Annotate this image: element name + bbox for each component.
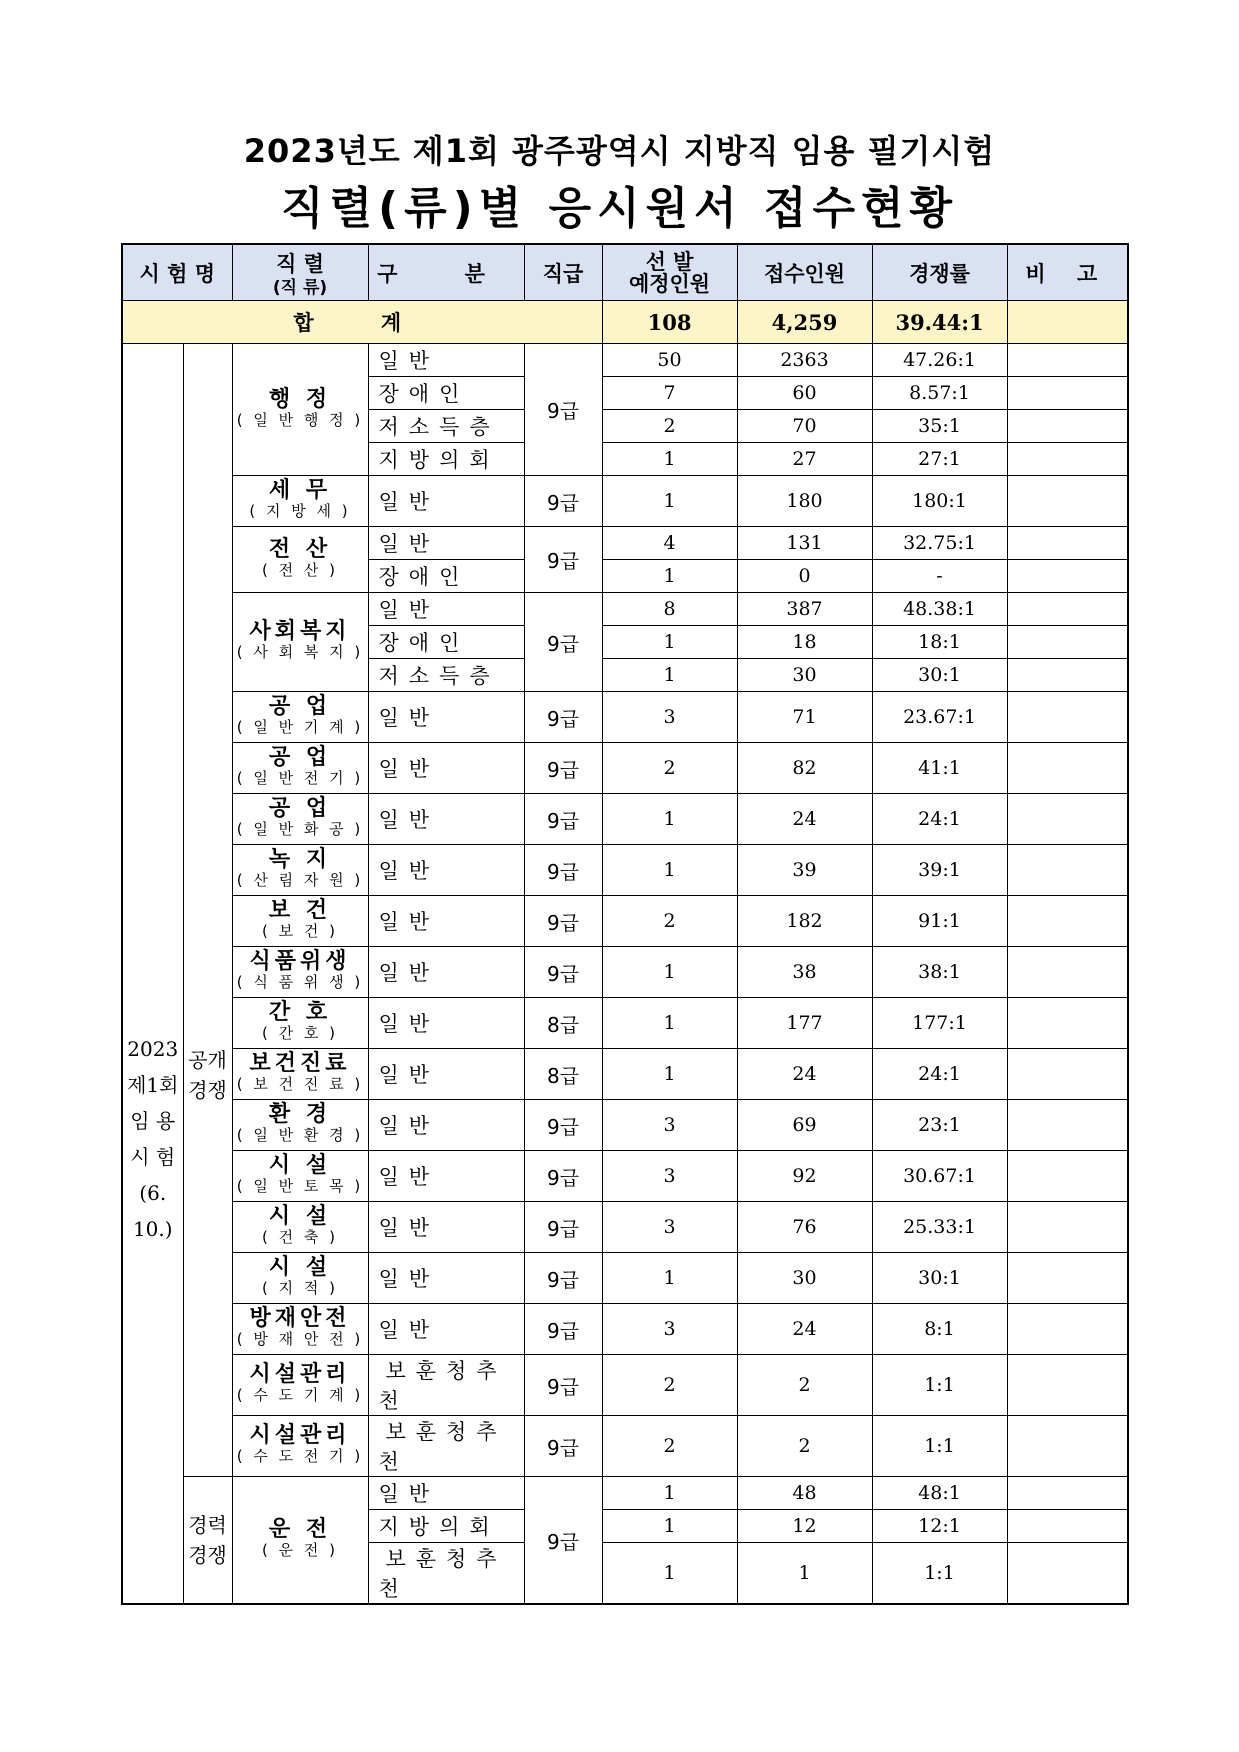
note-cell <box>1007 1049 1128 1100</box>
grade-cell: 9급 <box>524 1304 602 1355</box>
table-row <box>122 794 1128 845</box>
table-row <box>122 692 1128 743</box>
planned-cell: 1 <box>602 560 737 593</box>
note-cell <box>1007 1416 1128 1477</box>
series-sub: ( 일 반 기 계 ) <box>236 718 364 736</box>
career-competition-line: 경력 <box>188 1513 227 1537</box>
applicants-cell: 12 <box>737 1510 872 1543</box>
grade-cell: 9급 <box>524 692 602 743</box>
total-label: 합 계 <box>122 301 602 344</box>
note-cell <box>1007 1510 1128 1543</box>
application-status-table <box>121 243 1129 1605</box>
note-cell <box>1007 1100 1128 1151</box>
table-row <box>122 1477 1128 1510</box>
header-exam: 시 험 명 <box>122 244 232 301</box>
category-cell: 일반 <box>368 1477 524 1510</box>
category-cell: 일반 <box>368 896 524 947</box>
exam-name-line: 2023 <box>127 1036 179 1061</box>
series-name: 시설관리 <box>249 1362 351 1387</box>
table-row <box>122 998 1128 1049</box>
note-cell <box>1007 1253 1128 1304</box>
ratio-cell: 30:1 <box>872 1253 1007 1304</box>
table-row <box>122 1355 1128 1416</box>
note-cell <box>1007 947 1128 998</box>
open-competition-line: 경쟁 <box>188 1078 227 1102</box>
series-name: 공 업 <box>268 694 332 719</box>
category-cell: 보훈청추천 <box>368 1355 524 1416</box>
series-cell <box>232 1202 368 1253</box>
grade-cell: 9급 <box>524 845 602 896</box>
series-cell <box>232 743 368 794</box>
table-row <box>122 845 1128 896</box>
series-cell <box>232 845 368 896</box>
category-cell: 일반 <box>368 593 524 626</box>
series-name: 운 전 <box>268 1517 332 1542</box>
grade-cell: 8급 <box>524 1049 602 1100</box>
applicants-cell: 24 <box>737 1304 872 1355</box>
ratio-cell: 27:1 <box>872 443 1007 476</box>
planned-cell: 1 <box>602 659 737 692</box>
table-row <box>122 527 1128 560</box>
ratio-cell: 32.75:1 <box>872 527 1007 560</box>
ratio-cell: 180:1 <box>872 476 1007 527</box>
grade-cell: 9급 <box>524 1151 602 1202</box>
planned-cell: 3 <box>602 692 737 743</box>
series-sub: ( 수 도 전 기 ) <box>236 1447 364 1465</box>
ratio-cell: 41:1 <box>872 743 1007 794</box>
ratio-cell: 23:1 <box>872 1100 1007 1151</box>
applicants-cell: 387 <box>737 593 872 626</box>
series-name: 시 설 <box>268 1255 332 1280</box>
table-row <box>122 593 1128 626</box>
applicants-cell: 0 <box>737 560 872 593</box>
category-cell: 일반 <box>368 527 524 560</box>
applicants-cell: 30 <box>737 1253 872 1304</box>
grade-cell: 9급 <box>524 1100 602 1151</box>
applicants-cell: 69 <box>737 1100 872 1151</box>
exam-name-cell <box>122 344 183 1605</box>
exam-name-line: 제1회 <box>127 1072 179 1097</box>
note-cell <box>1007 1202 1128 1253</box>
series-sub: ( 일 반 환 경 ) <box>236 1126 364 1144</box>
planned-cell: 1 <box>602 476 737 527</box>
note-cell <box>1007 794 1128 845</box>
series-sub: ( 운 전 ) <box>262 1541 339 1559</box>
grade-cell: 9급 <box>524 794 602 845</box>
note-cell <box>1007 1355 1128 1416</box>
series-cell <box>232 692 368 743</box>
series-cell <box>232 1100 368 1151</box>
applicants-cell: 2 <box>737 1355 872 1416</box>
planned-cell: 1 <box>602 947 737 998</box>
series-sub: ( 사 회 복 지 ) <box>236 643 364 661</box>
note-cell <box>1007 1543 1128 1605</box>
series-name: 녹 지 <box>268 847 332 872</box>
series-name: 전 산 <box>268 536 332 562</box>
applicants-cell: 30 <box>737 659 872 692</box>
grade-cell: 9급 <box>524 947 602 998</box>
total-ratio: 39.44:1 <box>872 301 1007 344</box>
header-ratio: 경쟁률 <box>872 244 1007 301</box>
header-series-sub: (직 류) <box>272 277 328 298</box>
applicants-cell: 177 <box>737 998 872 1049</box>
series-cell <box>232 947 368 998</box>
career-competition-line: 경쟁 <box>188 1543 227 1567</box>
table-row <box>122 1151 1128 1202</box>
applicants-cell: 2 <box>737 1416 872 1477</box>
note-cell <box>1007 344 1128 377</box>
planned-cell: 4 <box>602 527 737 560</box>
ratio-cell: 30.67:1 <box>872 1151 1007 1202</box>
note-cell <box>1007 743 1128 794</box>
series-sub: ( 방 재 안 전 ) <box>236 1330 364 1348</box>
series-cell <box>232 1416 368 1477</box>
ratio-cell: 39:1 <box>872 845 1007 896</box>
category-cell: 일반 <box>368 1253 524 1304</box>
table-row <box>122 1049 1128 1100</box>
ratio-cell: 8:1 <box>872 1304 1007 1355</box>
applicants-cell: 182 <box>737 896 872 947</box>
ratio-cell: 23.67:1 <box>872 692 1007 743</box>
table-row <box>122 1416 1128 1477</box>
series-cell <box>232 896 368 947</box>
series-cell <box>232 344 368 476</box>
category-cell: 일반 <box>368 692 524 743</box>
planned-cell: 3 <box>602 1202 737 1253</box>
series-sub: ( 지 방 세 ) <box>249 502 351 520</box>
series-sub: ( 수 도 기 계 ) <box>236 1386 364 1404</box>
category-cell: 저소득층 <box>368 410 524 443</box>
grade-cell: 9급 <box>524 1416 602 1477</box>
applicants-cell: 60 <box>737 377 872 410</box>
note-cell <box>1007 626 1128 659</box>
planned-cell: 3 <box>602 1100 737 1151</box>
category-cell: 보훈청추천 <box>368 1416 524 1477</box>
note-cell <box>1007 692 1128 743</box>
exam-name-line: 임 용 <box>130 1108 176 1133</box>
header-category: 구 분 <box>368 244 524 301</box>
series-cell <box>232 1049 368 1100</box>
ratio-cell: 1:1 <box>872 1416 1007 1477</box>
category-cell: 일반 <box>368 947 524 998</box>
category-cell: 일반 <box>368 1100 524 1151</box>
ratio-cell: 35:1 <box>872 410 1007 443</box>
category-cell: 일반 <box>368 1304 524 1355</box>
grade-cell: 9급 <box>524 527 602 593</box>
note-cell <box>1007 845 1128 896</box>
ratio-cell: 18:1 <box>872 626 1007 659</box>
series-cell <box>232 527 368 593</box>
category-cell: 일반 <box>368 998 524 1049</box>
planned-cell: 1 <box>602 1253 737 1304</box>
planned-cell: 1 <box>602 1049 737 1100</box>
header-planned <box>602 244 737 301</box>
total-applicants: 4,259 <box>737 301 872 344</box>
planned-cell: 1 <box>602 443 737 476</box>
series-name: 보 건 <box>268 898 332 923</box>
series-sub: ( 일 반 토 목 ) <box>236 1177 364 1195</box>
table-row <box>122 1304 1128 1355</box>
ratio-cell: 1:1 <box>872 1355 1007 1416</box>
series-name: 환 경 <box>268 1102 332 1127</box>
applicants-cell: 71 <box>737 692 872 743</box>
planned-cell: 3 <box>602 1304 737 1355</box>
category-cell: 일반 <box>368 743 524 794</box>
open-competition-cell <box>183 344 232 1477</box>
series-cell <box>232 476 368 527</box>
applicants-cell: 24 <box>737 794 872 845</box>
category-cell: 일반 <box>368 1202 524 1253</box>
table-row <box>122 344 1128 377</box>
series-cell <box>232 1355 368 1416</box>
planned-cell: 1 <box>602 1510 737 1543</box>
table-row <box>122 1100 1128 1151</box>
ratio-cell: 48:1 <box>872 1477 1007 1510</box>
applicants-cell: 180 <box>737 476 872 527</box>
applicants-cell: 76 <box>737 1202 872 1253</box>
header-row <box>122 244 1128 301</box>
series-sub: ( 일 반 화 공 ) <box>236 820 364 838</box>
grade-cell: 9급 <box>524 896 602 947</box>
ratio-cell: 38:1 <box>872 947 1007 998</box>
ratio-cell: 177:1 <box>872 998 1007 1049</box>
category-cell: 장애인 <box>368 560 524 593</box>
total-note <box>1007 301 1128 344</box>
series-name: 시 설 <box>268 1204 332 1229</box>
grade-cell: 8급 <box>524 998 602 1049</box>
planned-cell: 1 <box>602 1477 737 1510</box>
series-sub: ( 건 축 ) <box>262 1228 339 1246</box>
planned-cell: 50 <box>602 344 737 377</box>
ratio-cell: 1:1 <box>872 1543 1007 1605</box>
series-name: 공 업 <box>268 745 332 770</box>
applicants-cell: 24 <box>737 1049 872 1100</box>
series-cell <box>232 1477 368 1605</box>
series-name: 공 업 <box>268 796 332 821</box>
category-cell: 장애인 <box>368 626 524 659</box>
note-cell <box>1007 377 1128 410</box>
series-cell <box>232 1304 368 1355</box>
header-applicants: 접수인원 <box>737 244 872 301</box>
category-cell: 보훈청추천 <box>368 1543 524 1605</box>
career-competition-cell <box>183 1477 232 1605</box>
grade-cell: 9급 <box>524 476 602 527</box>
table-row <box>122 947 1128 998</box>
series-name: 방재안전 <box>249 1306 351 1331</box>
grade-cell: 9급 <box>524 344 602 476</box>
note-cell <box>1007 527 1128 560</box>
header-series-main: 직 렬 <box>276 251 324 276</box>
planned-cell: 1 <box>602 845 737 896</box>
series-cell <box>232 1253 368 1304</box>
grade-cell: 9급 <box>524 1202 602 1253</box>
table-row <box>122 896 1128 947</box>
applicants-cell: 48 <box>737 1477 872 1510</box>
ratio-cell: 12:1 <box>872 1510 1007 1543</box>
planned-cell: 1 <box>602 626 737 659</box>
category-cell: 일반 <box>368 1151 524 1202</box>
note-cell <box>1007 410 1128 443</box>
ratio-cell: 25.33:1 <box>872 1202 1007 1253</box>
series-cell <box>232 1151 368 1202</box>
table-row <box>122 1253 1128 1304</box>
series-sub: ( 산 림 자 원 ) <box>236 871 364 889</box>
planned-cell: 2 <box>602 1416 737 1477</box>
note-cell <box>1007 560 1128 593</box>
title-line2: 직렬(류)별 응시원서 접수현황 <box>281 183 958 234</box>
series-name: 시설관리 <box>249 1423 351 1448</box>
series-name: 행 정 <box>268 386 332 412</box>
category-cell: 일반 <box>368 344 524 377</box>
open-competition-line: 공개 <box>188 1048 227 1072</box>
grade-cell: 9급 <box>524 1253 602 1304</box>
series-name: 보건진료 <box>249 1051 351 1076</box>
planned-cell: 2 <box>602 410 737 443</box>
planned-cell: 3 <box>602 1151 737 1202</box>
title-line1: 2023년도 제1회 광주광역시 지방직 임용 필기시험 <box>243 132 996 170</box>
applicants-cell: 70 <box>737 410 872 443</box>
header-planned-bottom: 예정인원 <box>628 271 711 296</box>
planned-cell: 2 <box>602 743 737 794</box>
applicants-cell: 82 <box>737 743 872 794</box>
series-sub: ( 전 산 ) <box>262 560 339 579</box>
series-sub: ( 일 반 행 정 ) <box>236 410 364 429</box>
series-cell <box>232 794 368 845</box>
applicants-cell: 92 <box>737 1151 872 1202</box>
planned-cell: 1 <box>602 998 737 1049</box>
note-cell <box>1007 1304 1128 1355</box>
ratio-cell: 48.38:1 <box>872 593 1007 626</box>
planned-cell: 7 <box>602 377 737 410</box>
planned-cell: 1 <box>602 794 737 845</box>
category-cell: 지방의회 <box>368 1510 524 1543</box>
series-cell <box>232 593 368 692</box>
note-cell <box>1007 1477 1128 1510</box>
note-cell <box>1007 998 1128 1049</box>
category-cell: 일반 <box>368 1049 524 1100</box>
category-cell: 장애인 <box>368 377 524 410</box>
grade-cell: 9급 <box>524 593 602 692</box>
total-planned: 108 <box>602 301 737 344</box>
note-cell <box>1007 443 1128 476</box>
series-cell <box>232 998 368 1049</box>
ratio-cell: 24:1 <box>872 1049 1007 1100</box>
applicants-cell: 131 <box>737 527 872 560</box>
series-name: 세 무 <box>268 478 332 503</box>
applicants-cell: 18 <box>737 626 872 659</box>
ratio-cell: 30:1 <box>872 659 1007 692</box>
total-row <box>122 301 1128 344</box>
category-cell: 저소득층 <box>368 659 524 692</box>
series-sub: ( 보 건 진 료 ) <box>236 1075 364 1093</box>
exam-name-line: (6. 10.) <box>132 1180 173 1241</box>
applicants-cell: 38 <box>737 947 872 998</box>
note-cell <box>1007 896 1128 947</box>
note-cell <box>1007 1151 1128 1202</box>
table-row <box>122 476 1128 527</box>
note-cell <box>1007 476 1128 527</box>
exam-name-line: 시 험 <box>130 1144 176 1169</box>
ratio-cell: 91:1 <box>872 896 1007 947</box>
series-sub: ( 일 반 전 기 ) <box>236 769 364 787</box>
applicants-cell: 27 <box>737 443 872 476</box>
header-grade: 직급 <box>524 244 602 301</box>
ratio-cell: 24:1 <box>872 794 1007 845</box>
ratio-cell: - <box>872 560 1007 593</box>
applicants-cell: 1 <box>737 1543 872 1605</box>
category-cell: 지방의회 <box>368 443 524 476</box>
series-name: 시 설 <box>268 1153 332 1178</box>
header-planned-top: 선 발 <box>645 249 694 274</box>
category-cell: 일반 <box>368 476 524 527</box>
category-cell: 일반 <box>368 845 524 896</box>
series-name: 식품위생 <box>249 949 351 974</box>
table-row <box>122 743 1128 794</box>
series-name: 사회복지 <box>249 619 351 644</box>
planned-cell: 2 <box>602 1355 737 1416</box>
planned-cell: 2 <box>602 896 737 947</box>
applicants-cell: 2363 <box>737 344 872 377</box>
series-sub: ( 지 적 ) <box>262 1279 339 1297</box>
note-cell <box>1007 593 1128 626</box>
applicants-cell: 39 <box>737 845 872 896</box>
table-row <box>122 1202 1128 1253</box>
series-sub: ( 식 품 위 생 ) <box>236 973 364 991</box>
planned-cell: 8 <box>602 593 737 626</box>
ratio-cell: 8.57:1 <box>872 377 1007 410</box>
planned-cell: 1 <box>602 1543 737 1605</box>
series-sub: ( 간 호 ) <box>262 1024 339 1042</box>
header-note: 비 고 <box>1007 244 1128 301</box>
series-name: 간 호 <box>268 1000 332 1025</box>
header-series <box>232 244 368 301</box>
grade-cell: 9급 <box>524 743 602 794</box>
grade-cell: 9급 <box>524 1477 602 1605</box>
note-cell <box>1007 659 1128 692</box>
ratio-cell: 47.26:1 <box>872 344 1007 377</box>
category-cell: 일반 <box>368 794 524 845</box>
grade-cell: 9급 <box>524 1355 602 1416</box>
series-sub: ( 보 건 ) <box>262 922 339 940</box>
